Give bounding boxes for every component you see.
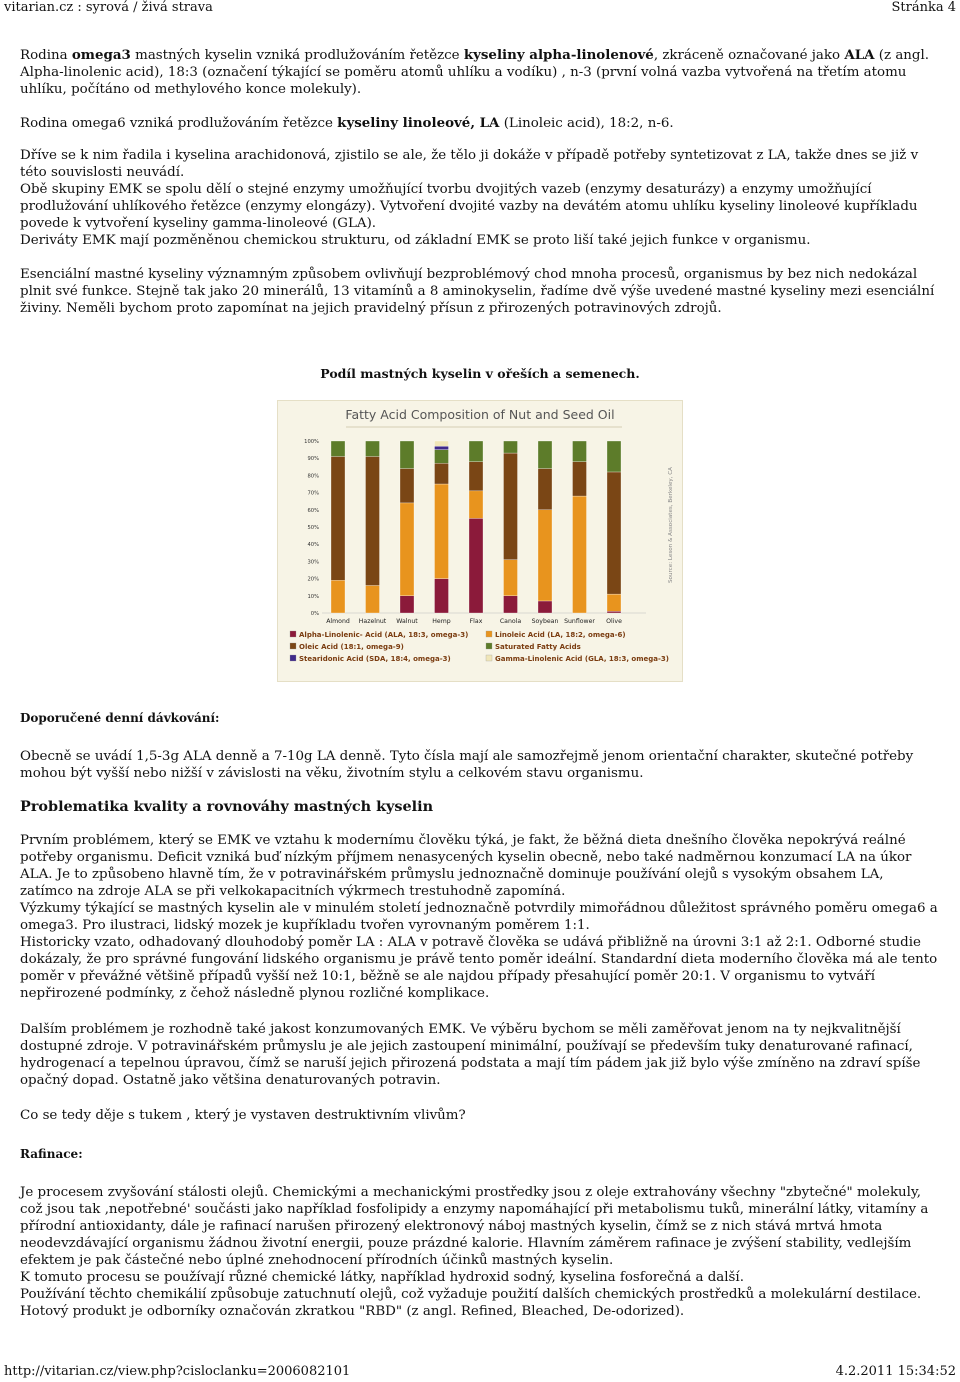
category-label: Sunflower — [564, 618, 595, 625]
y-tick-label: 70% — [307, 490, 319, 497]
chart-source: Source: Leson & Associates, Berkeley, CA — [668, 466, 674, 584]
text-line: Dříve se k nim řadila i kyselina arachidonová, zjistilo se ale, že tělo ji dokáže v případě potřeby syntetizovat z LA, takže dnes se již v této souvislosti neuvádí. — [20, 148, 919, 180]
category-label: Olive — [606, 618, 622, 625]
category-labels — [326, 618, 622, 625]
bar-segment — [607, 472, 621, 594]
legend-swatch — [290, 655, 296, 661]
bar-segment — [331, 441, 345, 456]
legend-swatch — [486, 643, 492, 649]
text-line: Deriváty EMK mají pozměněnou chemickou strukturu, od základní EMK se proto liší také jejich funkce v organismu. — [20, 233, 811, 248]
category-label: Hazelnut — [358, 618, 387, 625]
bar-segment — [573, 462, 587, 496]
quality-paragraph: Dalším problémem je rozhodně také jakost konzumovaných EMK. Ve výběru bychom se měli zaměřovat jenom na ty nejkvalitnější dostupné zdroje. V potravinářském průmyslu je ale jejich zastoupení minimální, používají se především tuky denaturované rafinací, hydrogenací a tepelnou úpravou, čímž se naruší jejich přirozená podstata a mají tím pádem jak již bylo výše zmíněno na zdraví spíše opačný dopad. Ostatně jako většina denaturovaných potravin. — [20, 1022, 921, 1088]
footer-timestamp: 4.2.2011 15:34:52 — [835, 1364, 956, 1379]
category-label: Walnut — [396, 618, 418, 625]
y-tick-label: 50% — [307, 525, 319, 531]
bar-segment — [435, 579, 449, 613]
refine-paragraph — [20, 1184, 938, 1320]
bar-segment — [435, 484, 449, 579]
bar-segment — [331, 456, 345, 580]
paragraph-omega6: Rodina omega6 vzniká prodlužováním řetězce kyseliny linoleové, LA (Linoleic acid), 18:2, n-6. — [20, 115, 674, 131]
footer-url: http://vitarian.cz/view.php?cisloclanku=2006082101 — [4, 1364, 351, 1379]
refine-heading: Rafinace: — [20, 1147, 83, 1161]
text-line: Historicky vzato, odhadovaný dlouhodobý poměr LA : ALA v potravě člověka se udává přibližně na úrovni 3:1 až 2:1. Odborné studie dokázaly, že pro správné fungování lidského organismu je právě tento poměr ideální. Standardní dieta moderního člověka má ale tento poměr v převážné většině případů vyšší než 10:1, běžně se ale najdou případy přesahující poměr 20:1. V organismu to vytváří nepřirozené podmínky, z čehož následně plynou rozličné komplikace. — [20, 935, 938, 1001]
y-tick-label: 80% — [307, 473, 319, 480]
y-tick-label: 60% — [307, 507, 319, 514]
bar-segment — [573, 441, 587, 462]
bar-segment — [538, 601, 552, 613]
bar-segment — [435, 446, 449, 449]
bar-segment — [504, 596, 518, 613]
chart-legend — [290, 631, 669, 663]
text-line: Výzkumy týkající se mastných kyselin ale v minulém století jednoznačně potvrdily mimořádnou důležitost správného poměru omega6 a omega3. Pro ilustraci, lidský mozek je kupříkladu tvořen vyrovnaným poměrem 1:1. — [20, 901, 938, 933]
bar-segment — [435, 441, 449, 446]
legend-label: Alpha-Linolenic- Acid (ALA, 18:3, omega-3) — [299, 631, 469, 639]
category-label: Canola — [499, 618, 522, 625]
dosage-heading: Doporučené denní dávkování: — [20, 711, 220, 725]
paragraph-essential: Esenciální mastné kyseliny významným způsobem ovlivňují bezproblémový chod mnoha procesů, organismus by bez nich nedokázal plnit své funkce. Stejně tak jako 20 minerálů, 13 vitamínů a 8 aminokyselin, řadíme dvě výše uvedené mastné kyseliny mezi esenciální živiny. Neměli bychom proto zapomínat na jejich pravidelný přísun z přirozených potravinových zdrojů. — [20, 267, 935, 316]
text-line: Obě skupiny EMK se spolu dělí o stejné enzymy umožňující tvorbu dvojitých vazeb (enzymy desaturázy) a enzymy umožňující prodlužování uhlíkového řetězce (enzymy elongázy). Vytvoření dvojité vazby na devátém atomu uhlíku kyseliny linoleové kupříkladu povede k vytvoření kyseliny gamma-linoleové (GLA). — [20, 182, 918, 231]
legend-label: Oleic Acid (18:1, omega-9) — [299, 643, 404, 651]
bar-segment — [607, 441, 621, 472]
problem-paragraph — [20, 832, 938, 1002]
category-label: Hemp — [432, 618, 451, 625]
y-tick-label: 30% — [307, 559, 319, 566]
category-label: Almond — [326, 618, 350, 625]
dosage-paragraph: Obecně se uvádí 1,5-3g ALA denně a 7-10g LA denně. Tyto čísla mají ale samozřejmě jenom orientační charakter, skutečné potřeby mohou být vyšší nebo nižší v závislosti na věku, životním stylu a celkovém stavu organismu. — [20, 749, 914, 781]
bar-segment — [469, 462, 483, 491]
bar-segment — [469, 518, 483, 613]
bar-segment — [366, 441, 380, 456]
bar-segment — [400, 503, 414, 596]
text-line: Používání těchto chemikálií způsobuje zatuchnutí olejů, což vyžaduje použití dalších chemických prostředků a molekulární destilace. — [20, 1287, 922, 1302]
legend-label: Stearidonic Acid (SDA, 18:4, omega-3) — [299, 655, 451, 663]
category-label: Soybean — [531, 618, 559, 625]
y-tick-label: 100% — [304, 439, 319, 445]
legend-swatch — [486, 655, 492, 661]
y-tick-label: 20% — [307, 576, 319, 583]
y-tick-label: 40% — [307, 542, 319, 549]
paragraph-omega3: Rodina omega3 mastných kyselin vzniká prodlužováním řetězce kyseliny alpha-linolenové, zkráceně označované jako ALA (z angl. Alpha-linolenic acid), 18:3 (označení týkající se poměru atomů uhlíku a vodíku) , n-3 (první volná vazba vytvořená na třetím atomu uhlíku, počítáno od methylového konce molekuly). — [20, 47, 930, 97]
bar-segment — [435, 463, 449, 484]
bar-segment — [331, 580, 345, 613]
text-line: Hotový produkt je odborníky označován zkratkou "RBD" (z angl. Refined, Bleached, De-odorized). — [20, 1304, 685, 1319]
bar-segment — [400, 441, 414, 469]
bar-segment — [607, 611, 621, 613]
header-site-title: vitarian.cz : syrová / živá strava — [4, 0, 213, 15]
fatty-acid-chart-image — [277, 400, 683, 682]
chart-title: Fatty Acid Composition of Nut and Seed Oil — [345, 407, 615, 422]
legend-label: Linoleic Acid (LA, 18:2, omega-6) — [495, 631, 626, 639]
bar-segment — [538, 441, 552, 469]
bar-segment — [435, 450, 449, 464]
paragraph-derivatives — [20, 147, 938, 249]
text-line: K tomuto procesu se používají různé chemické látky, například hydroxid sodný, kyselina fosforečná a další. — [20, 1270, 744, 1285]
category-label: Flax — [469, 618, 483, 625]
problem-heading: Problematika kvality a rovnováhy mastných kyselin — [20, 798, 434, 815]
bar-segment — [573, 496, 587, 613]
legend-swatch — [486, 631, 492, 637]
question-paragraph: Co se tedy děje s tukem , který je vystaven destruktivním vlivům? — [20, 1108, 466, 1123]
bar-segment — [366, 585, 380, 613]
legend-swatch — [290, 631, 296, 637]
bar-segment — [504, 560, 518, 596]
bar-series — [331, 441, 621, 613]
fatty-acid-chart — [278, 401, 682, 681]
bar-segment — [469, 491, 483, 519]
bar-segment — [469, 441, 483, 462]
bar-segment — [400, 469, 414, 503]
text-line: Prvním problémem, který se EMK ve vztahu k modernímu člověku týká, je fakt, že běžná dieta dnešního člověka nepokrývá reálné potřeby organismu. Deficit vzniká buď nízkým příjmem nenasycených kyselin obecně, nebo také nadměrnou konzumací LA na úkor ALA. Je to způsobeno hlavně tím, že v potravinářském průmyslu jednoznačně dominuje používání olejů s vysokým obsahem LA, zatímco na zdroje ALA se při velkokapacitních výkrmech trestuhodně zapomíná. — [20, 833, 912, 899]
y-tick-label: 90% — [307, 456, 319, 463]
chart-caption: Podíl mastných kyselin v ořeších a semenech. — [320, 366, 640, 381]
page-header — [0, 0, 960, 16]
bar-segment — [366, 456, 380, 585]
legend-label: Gamma-Linolenic Acid (GLA, 18:3, omega-3) — [495, 655, 669, 663]
legend-swatch — [290, 643, 296, 649]
text-line: Je procesem zvyšování stálosti olejů. Chemickými a mechanickými prostředky jsou z oleje extrahovány všechny "zbytečné" molekuly, což jsou tak ‚nepotřebné' součásti jako například fosfolipidy a enzymy napomáhající při metabolismu tuků, minerální látky, vitamíny a přírodní antioxidanty, dále je rafinací narušen přirozený elektronový náboj mastných kyselin, čímž se z nich stává mrtvá hmota neodevzdávající organismu žádnou životní energii, pouze prázdné kalorie. Hlavním záměrem rafinace je zvýšení stability, vedlejším efektem je pak částečné nebo úplné znehodnocení přírodních účinků mastných kyselin. — [20, 1185, 929, 1268]
bar-segment — [538, 469, 552, 510]
bar-segment — [538, 510, 552, 601]
y-tick-label: 10% — [307, 593, 319, 600]
y-tick-label: 0% — [310, 611, 319, 617]
bar-segment — [504, 441, 518, 453]
header-page-number: Stránka 4 — [891, 0, 956, 15]
bar-segment — [504, 453, 518, 560]
bar-segment — [400, 596, 414, 613]
legend-label: Saturated Fatty Acids — [495, 643, 581, 651]
bar-segment — [607, 594, 621, 611]
